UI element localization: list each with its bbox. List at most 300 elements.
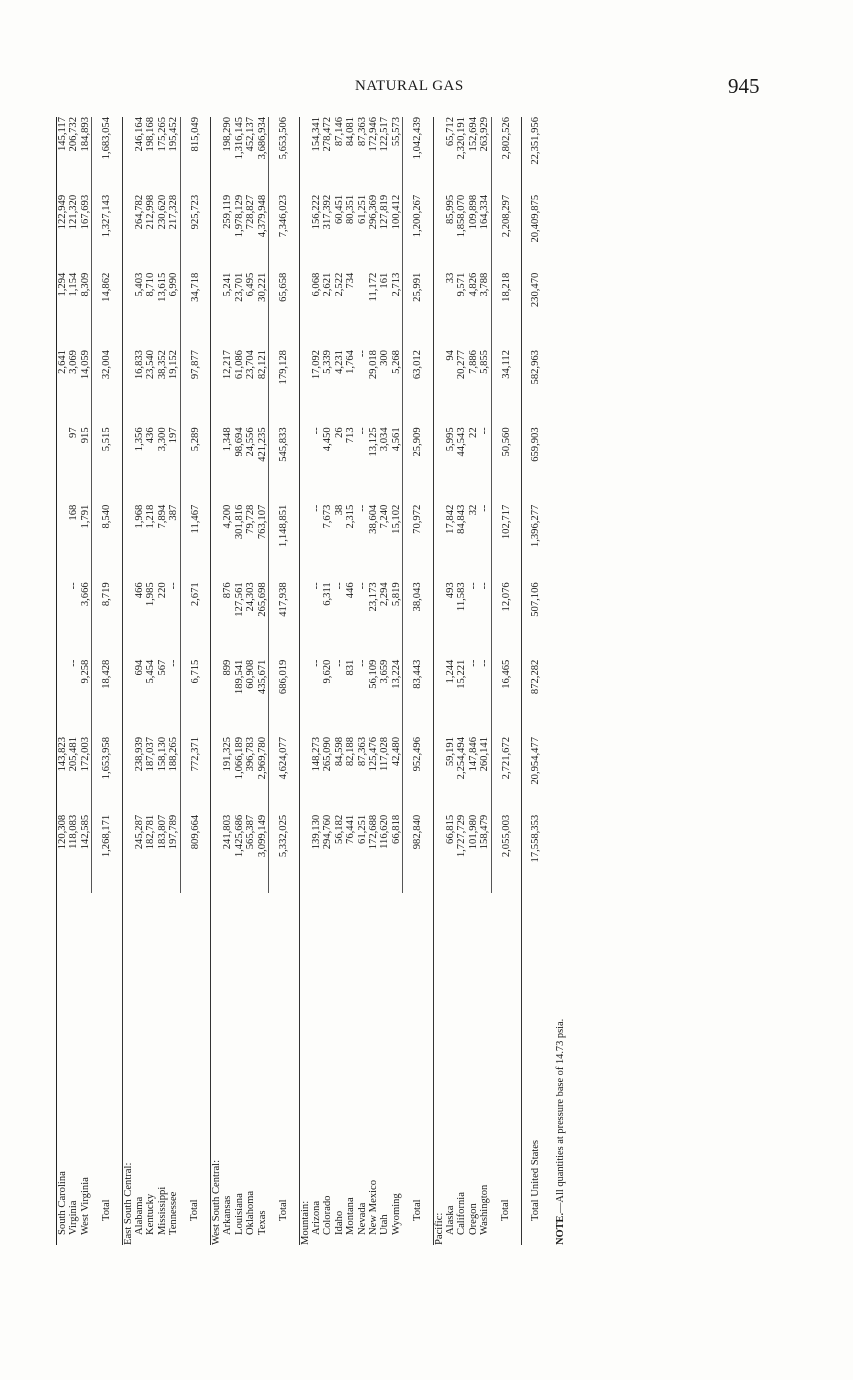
value-cell: 872,282 xyxy=(530,659,541,695)
value-cell: 278,472 xyxy=(322,117,334,152)
value-cell: 32,004 xyxy=(92,350,122,427)
value-cell: 1,764 xyxy=(345,350,357,374)
value-cell: 80,351 xyxy=(345,194,357,225)
value-cell: 98,694 xyxy=(233,427,245,457)
table-row xyxy=(145,117,156,1245)
value-cell: 1,791 xyxy=(79,504,91,529)
empty-cell xyxy=(299,427,311,504)
value-cell: 20,409,875 xyxy=(530,194,541,243)
value-cell: 122,517 xyxy=(379,117,391,152)
value-cell: 11,467 xyxy=(180,505,210,583)
empty-cell xyxy=(433,660,445,737)
row-label: Total xyxy=(180,893,210,1245)
table-row xyxy=(68,117,79,1245)
value-cell: 259,119 xyxy=(222,194,234,229)
value-cell: 4,379,948 xyxy=(256,194,268,238)
value-cell: 446 xyxy=(345,582,357,599)
empty-cell xyxy=(433,195,445,273)
value-cell: 158,130 xyxy=(156,736,168,772)
value-cell: 2,315 xyxy=(345,504,357,529)
value-cell: 32 xyxy=(467,504,479,516)
value-cell: 168 xyxy=(68,504,80,521)
value-cell: 507,106 xyxy=(530,582,541,617)
value-cell: 466 xyxy=(134,582,146,599)
value-cell: 2,294 xyxy=(379,582,391,607)
value-cell: 24,556 xyxy=(245,427,257,457)
row-label: California xyxy=(456,1192,468,1235)
value-cell: 217,328 xyxy=(168,194,180,230)
table-row xyxy=(334,117,345,1245)
value-cell: 387 xyxy=(168,504,180,521)
note-lead: NOTE. xyxy=(555,1212,567,1245)
table-row xyxy=(134,117,145,1245)
value-cell: 16,465 xyxy=(491,660,521,737)
value-cell: 16,833 xyxy=(134,350,146,380)
value-cell: 7,886 xyxy=(467,350,479,374)
value-cell: 294,760 xyxy=(322,814,334,850)
value-cell: -- xyxy=(310,659,322,667)
value-cell: -- xyxy=(333,582,345,590)
value-cell: 265,090 xyxy=(322,736,334,772)
value-cell: 118,083 xyxy=(68,814,80,849)
row-label: Mountain: xyxy=(299,1200,311,1245)
value-cell: 245,287 xyxy=(134,814,146,850)
value-cell: -- xyxy=(68,582,80,590)
empty-cell xyxy=(122,582,134,659)
value-cell: 164,334 xyxy=(479,194,491,230)
value-cell: 56,109 xyxy=(367,659,379,689)
empty-cell xyxy=(433,427,445,504)
value-cell: 1,348 xyxy=(222,427,234,452)
value-cell: 3,069 xyxy=(68,350,80,374)
value-cell: 6,311 xyxy=(322,582,334,606)
value-cell: 23,704 xyxy=(245,350,257,380)
subtotal-row xyxy=(92,117,122,1245)
value-cell: 5,995 xyxy=(444,427,456,452)
value-cell: 1,858,070 xyxy=(456,194,468,238)
value-cell: -- xyxy=(68,659,80,667)
row-label: Pacific: xyxy=(433,1212,445,1245)
value-cell: 2,713 xyxy=(390,272,402,297)
empty-cell xyxy=(122,815,134,893)
value-cell: 83,443 xyxy=(403,660,433,737)
value-cell: 772,371 xyxy=(180,737,210,815)
row-label: New Mexico xyxy=(367,1179,379,1235)
value-cell: 18,428 xyxy=(92,660,122,737)
value-cell: 1,294 xyxy=(57,273,69,350)
row-label: Washington xyxy=(479,1184,491,1235)
value-cell: -- xyxy=(310,504,322,512)
value-cell: 23,701 xyxy=(233,272,245,302)
value-cell: 97 xyxy=(68,427,80,438)
table-row xyxy=(257,117,269,1245)
empty-cell xyxy=(299,273,311,350)
value-cell: 158,479 xyxy=(479,814,491,850)
value-cell: 2,641 xyxy=(57,350,69,427)
value-cell: 3,686,934 xyxy=(256,117,268,160)
row-label: Total xyxy=(269,893,299,1245)
empty-cell xyxy=(211,815,223,893)
row-label: Total xyxy=(403,893,433,1245)
empty-cell xyxy=(122,660,134,737)
empty-cell xyxy=(433,273,445,350)
value-cell: 34,718 xyxy=(180,273,210,350)
value-cell xyxy=(57,427,69,504)
empty-cell xyxy=(122,427,134,504)
value-cell: 4,826 xyxy=(467,272,479,297)
value-cell: 8,719 xyxy=(92,582,122,659)
value-cell: 2,802,526 xyxy=(491,117,521,195)
empty-cell xyxy=(299,660,311,737)
value-cell: 899 xyxy=(222,659,234,676)
value-cell: 182,781 xyxy=(145,814,157,850)
value-cell: 5,819 xyxy=(390,582,402,607)
value-cell: 175,265 xyxy=(156,117,168,152)
value-cell: 156,222 xyxy=(310,194,322,230)
value-cell: 417,938 xyxy=(269,582,299,659)
value-cell: 763,107 xyxy=(256,504,268,540)
value-cell: 6,495 xyxy=(245,272,257,297)
value-cell: 915 xyxy=(79,427,91,444)
value-cell: 2,969,780 xyxy=(256,736,268,780)
value-cell: 659,903 xyxy=(530,427,541,462)
subtotal-row xyxy=(180,117,210,1245)
value-cell: 265,698 xyxy=(256,582,268,617)
value-cell: 205,481 xyxy=(68,736,80,772)
table-row xyxy=(379,117,390,1245)
value-cell: 493 xyxy=(444,582,456,599)
region-header-row xyxy=(433,117,445,1245)
value-cell: 87,363 xyxy=(356,117,368,147)
value-cell: 38,604 xyxy=(367,504,379,534)
value-cell: 238,939 xyxy=(134,736,146,772)
value-cell: 545,833 xyxy=(269,427,299,504)
value-cell: 17,558,353 xyxy=(530,814,541,863)
value-cell: 1,683,054 xyxy=(92,117,122,195)
value-cell: -- xyxy=(333,659,345,667)
row-label: Total United States xyxy=(530,1139,541,1221)
table-row xyxy=(357,117,368,1245)
value-cell: 230,620 xyxy=(156,194,168,230)
region-header-row xyxy=(211,117,223,1245)
value-cell: 198,168 xyxy=(145,117,157,152)
value-cell: 2,721,672 xyxy=(491,737,521,815)
value-cell: 198,290 xyxy=(222,117,234,152)
empty-cell xyxy=(211,350,223,427)
note-text: —All quantities at pressure base of 14.73 psia. xyxy=(555,1018,567,1213)
value-cell: 197,789 xyxy=(168,814,180,850)
row-label: Alaska xyxy=(444,1205,456,1235)
value-cell xyxy=(57,660,69,737)
value-cell: 97,877 xyxy=(180,350,210,427)
empty-cell xyxy=(299,117,311,195)
value-cell: 436 xyxy=(145,427,157,444)
value-cell: 7,894 xyxy=(156,504,168,529)
value-cell: 127,561 xyxy=(233,582,245,617)
value-cell: 82,188 xyxy=(345,736,357,767)
value-cell: 5,454 xyxy=(145,659,157,684)
value-cell: 9,620 xyxy=(322,659,334,684)
value-cell: 3,034 xyxy=(379,427,391,452)
empty-cell xyxy=(211,117,223,195)
value-cell: 1,653,958 xyxy=(92,737,122,815)
table-row xyxy=(391,117,403,1245)
subtotal-row xyxy=(269,117,299,1245)
value-cell: 172,688 xyxy=(367,814,379,850)
value-cell: 1,066,189 xyxy=(233,736,245,780)
value-cell: 61,251 xyxy=(356,814,368,844)
value-cell: 85,995 xyxy=(444,194,456,225)
value-cell: 5,339 xyxy=(322,350,334,374)
value-cell: 220 xyxy=(156,582,168,599)
value-cell: -- xyxy=(479,659,491,667)
table-note xyxy=(549,117,566,1245)
value-cell: 15,102 xyxy=(390,504,402,534)
value-cell: -- xyxy=(467,659,479,667)
value-cell: 815,049 xyxy=(180,117,210,195)
table-row xyxy=(456,117,467,1245)
value-cell: 5,241 xyxy=(222,272,234,297)
table-row xyxy=(445,117,456,1245)
rotated-table xyxy=(56,117,618,1245)
value-cell: -- xyxy=(356,582,368,590)
empty-cell xyxy=(122,505,134,583)
value-cell: 13,125 xyxy=(367,427,379,457)
value-cell: 61,086 xyxy=(233,350,245,380)
value-cell: 195,452 xyxy=(168,117,180,152)
value-cell: 3,659 xyxy=(379,659,391,684)
value-cell: 1,154 xyxy=(68,272,80,297)
value-cell: 152,694 xyxy=(467,117,479,152)
value-cell: 33 xyxy=(444,272,456,284)
table-row xyxy=(80,117,92,1245)
value-cell: 2,522 xyxy=(333,272,345,297)
value-cell: 952,496 xyxy=(403,737,433,815)
row-label: Texas xyxy=(256,1210,268,1235)
value-cell: 26 xyxy=(333,427,345,438)
value-cell: 565,387 xyxy=(245,814,257,850)
value-cell: 143,823 xyxy=(57,737,69,815)
value-cell: 172,003 xyxy=(79,736,91,772)
value-cell: 60,451 xyxy=(333,194,345,225)
empty-cell xyxy=(211,660,223,737)
empty-cell xyxy=(433,815,445,893)
value-cell: 8,540 xyxy=(92,505,122,583)
value-cell: 2,208,297 xyxy=(491,195,521,273)
value-cell: 831 xyxy=(345,659,357,676)
row-label: West Virginia xyxy=(79,1177,91,1235)
row-label: Montana xyxy=(345,1197,357,1235)
value-cell: 1,396,277 xyxy=(530,504,541,548)
value-cell: 13,224 xyxy=(390,659,402,689)
table-row xyxy=(368,117,379,1245)
value-cell: 5,515 xyxy=(92,427,122,504)
value-cell: 29,018 xyxy=(367,350,379,380)
value-cell: 1,244 xyxy=(444,659,456,684)
value-cell: 5,268 xyxy=(390,350,402,374)
value-cell: 142,585 xyxy=(79,814,91,850)
row-label: Louisiana xyxy=(233,1193,245,1235)
empty-cell xyxy=(122,737,134,815)
row-label: East South Central: xyxy=(122,1162,134,1245)
value-cell: 452,137 xyxy=(245,117,257,152)
row-label: Alabama xyxy=(134,1196,146,1235)
value-cell: 567 xyxy=(156,659,168,676)
empty-cell xyxy=(122,117,134,195)
empty-cell xyxy=(122,195,134,273)
value-cell: 60,908 xyxy=(245,659,257,689)
row-label: South Carolina xyxy=(57,893,69,1245)
value-cell: 4,200 xyxy=(222,504,234,529)
value-cell: 38,352 xyxy=(156,350,168,380)
value-cell: 63,012 xyxy=(403,350,433,427)
empty-cell xyxy=(433,505,445,583)
value-cell: 23,540 xyxy=(145,350,157,380)
value-cell: 260,141 xyxy=(479,736,491,772)
empty-cell xyxy=(211,273,223,350)
value-cell: 38 xyxy=(333,504,345,516)
value-cell: 145,117 xyxy=(57,117,69,195)
value-cell: 122,949 xyxy=(57,195,69,273)
row-label: Oklahoma xyxy=(245,1190,257,1235)
row-label: Virginia xyxy=(68,1200,80,1235)
value-cell: 2,254,494 xyxy=(456,736,468,780)
value-cell: 12,076 xyxy=(491,582,521,659)
value-cell: 20,954,477 xyxy=(530,736,541,785)
row-label: Oregon xyxy=(467,1203,479,1235)
table-row xyxy=(222,117,233,1245)
value-cell: 55,573 xyxy=(390,117,402,147)
value-cell: 197 xyxy=(168,427,180,444)
value-cell: 7,346,023 xyxy=(269,195,299,273)
value-cell: 1,978,129 xyxy=(233,194,245,238)
value-cell: 187,037 xyxy=(145,736,157,772)
value-cell: 30,221 xyxy=(256,272,268,302)
value-cell: 101,980 xyxy=(467,814,479,850)
value-cell: 582,963 xyxy=(530,350,541,385)
value-cell: 23,173 xyxy=(367,582,379,612)
value-cell: 76,441 xyxy=(345,814,357,844)
value-cell: 982,840 xyxy=(403,815,433,893)
value-cell: 5,653,506 xyxy=(269,117,299,195)
value-cell xyxy=(57,582,69,659)
value-cell: 1,356 xyxy=(134,427,146,452)
value-cell: -- xyxy=(479,427,491,435)
value-cell: 66,815 xyxy=(444,814,456,844)
page-number: 945 xyxy=(728,74,760,98)
empty-cell xyxy=(433,582,445,659)
empty-cell xyxy=(299,505,311,583)
value-cell: 109,898 xyxy=(467,194,479,230)
row-label: Total xyxy=(491,893,521,1245)
region-header-row xyxy=(122,117,134,1245)
value-cell: 17,842 xyxy=(444,504,456,534)
value-cell: 25,909 xyxy=(403,427,433,504)
value-cell: -- xyxy=(356,504,368,512)
subtotal-row xyxy=(491,117,521,1245)
value-cell: -- xyxy=(168,659,180,667)
value-cell: 22,351,956 xyxy=(530,117,541,165)
value-cell: 44,543 xyxy=(456,427,468,457)
empty-cell xyxy=(299,195,311,273)
value-cell: 120,308 xyxy=(57,815,69,893)
value-cell xyxy=(357,273,368,350)
value-cell: 6,068 xyxy=(310,272,322,297)
value-cell: 317,392 xyxy=(322,194,334,230)
value-cell: 263,929 xyxy=(479,117,491,152)
value-cell: 4,561 xyxy=(390,427,402,452)
value-cell: 9,258 xyxy=(79,659,91,684)
value-cell: 8,309 xyxy=(79,272,91,297)
value-cell: 7,240 xyxy=(379,504,391,529)
table-row xyxy=(468,117,479,1245)
value-cell: 296,369 xyxy=(367,194,379,230)
value-cell: 1,425,686 xyxy=(233,814,245,858)
value-cell: 1,985 xyxy=(145,582,157,607)
value-cell: 84,081 xyxy=(345,117,357,147)
value-cell: 396,783 xyxy=(245,736,257,772)
value-cell: -- xyxy=(479,504,491,512)
row-label: Total xyxy=(92,893,122,1245)
value-cell: 167,693 xyxy=(79,194,91,230)
value-cell: 13,615 xyxy=(156,272,168,302)
value-cell: 300 xyxy=(379,350,391,366)
value-cell: -- xyxy=(467,582,479,590)
value-cell: 191,325 xyxy=(222,736,234,772)
empty-cell xyxy=(211,505,223,583)
value-cell: 4,624,077 xyxy=(269,737,299,815)
table-row xyxy=(245,117,256,1245)
value-cell: 116,620 xyxy=(379,814,391,849)
value-cell: -- xyxy=(168,582,180,590)
value-cell: 212,998 xyxy=(145,194,157,230)
running-header-title: NATURAL GAS xyxy=(355,78,464,94)
value-cell: 2,320,191 xyxy=(456,117,468,160)
value-cell: 7,673 xyxy=(322,504,334,529)
value-cell: 5,332,025 xyxy=(269,815,299,893)
row-label: Arizona xyxy=(310,1200,322,1235)
value-cell: 65,712 xyxy=(444,117,456,147)
value-cell: 2,671 xyxy=(180,582,210,659)
row-label: Arkansas xyxy=(222,1195,234,1235)
value-cell: 38,043 xyxy=(403,582,433,659)
value-cell: 264,782 xyxy=(134,194,146,230)
value-cell: 713 xyxy=(345,427,357,444)
value-cell: 11,172 xyxy=(367,272,379,302)
value-cell: 241,803 xyxy=(222,814,234,850)
table-row xyxy=(322,117,333,1245)
value-cell: 61,251 xyxy=(356,194,368,225)
value-cell: 139,130 xyxy=(310,814,322,850)
value-cell: 694 xyxy=(134,659,146,676)
row-label: Tennessee xyxy=(168,1191,180,1235)
value-cell: 728,827 xyxy=(245,194,257,230)
empty-cell xyxy=(122,273,134,350)
value-cell: 421,235 xyxy=(256,427,268,462)
value-cell: 148,273 xyxy=(310,736,322,772)
value-cell: 50,560 xyxy=(491,427,521,504)
value-cell: 87,363 xyxy=(356,736,368,767)
value-cell: 56,182 xyxy=(333,814,345,844)
value-cell: -- xyxy=(356,659,368,667)
empty-cell xyxy=(299,737,311,815)
value-cell: 6,715 xyxy=(180,660,210,737)
subtotal-row xyxy=(403,117,433,1245)
value-cell: 5,855 xyxy=(479,350,491,374)
value-cell: 79,728 xyxy=(245,504,257,534)
value-cell: 179,128 xyxy=(269,350,299,427)
value-cell: -- xyxy=(310,427,322,435)
